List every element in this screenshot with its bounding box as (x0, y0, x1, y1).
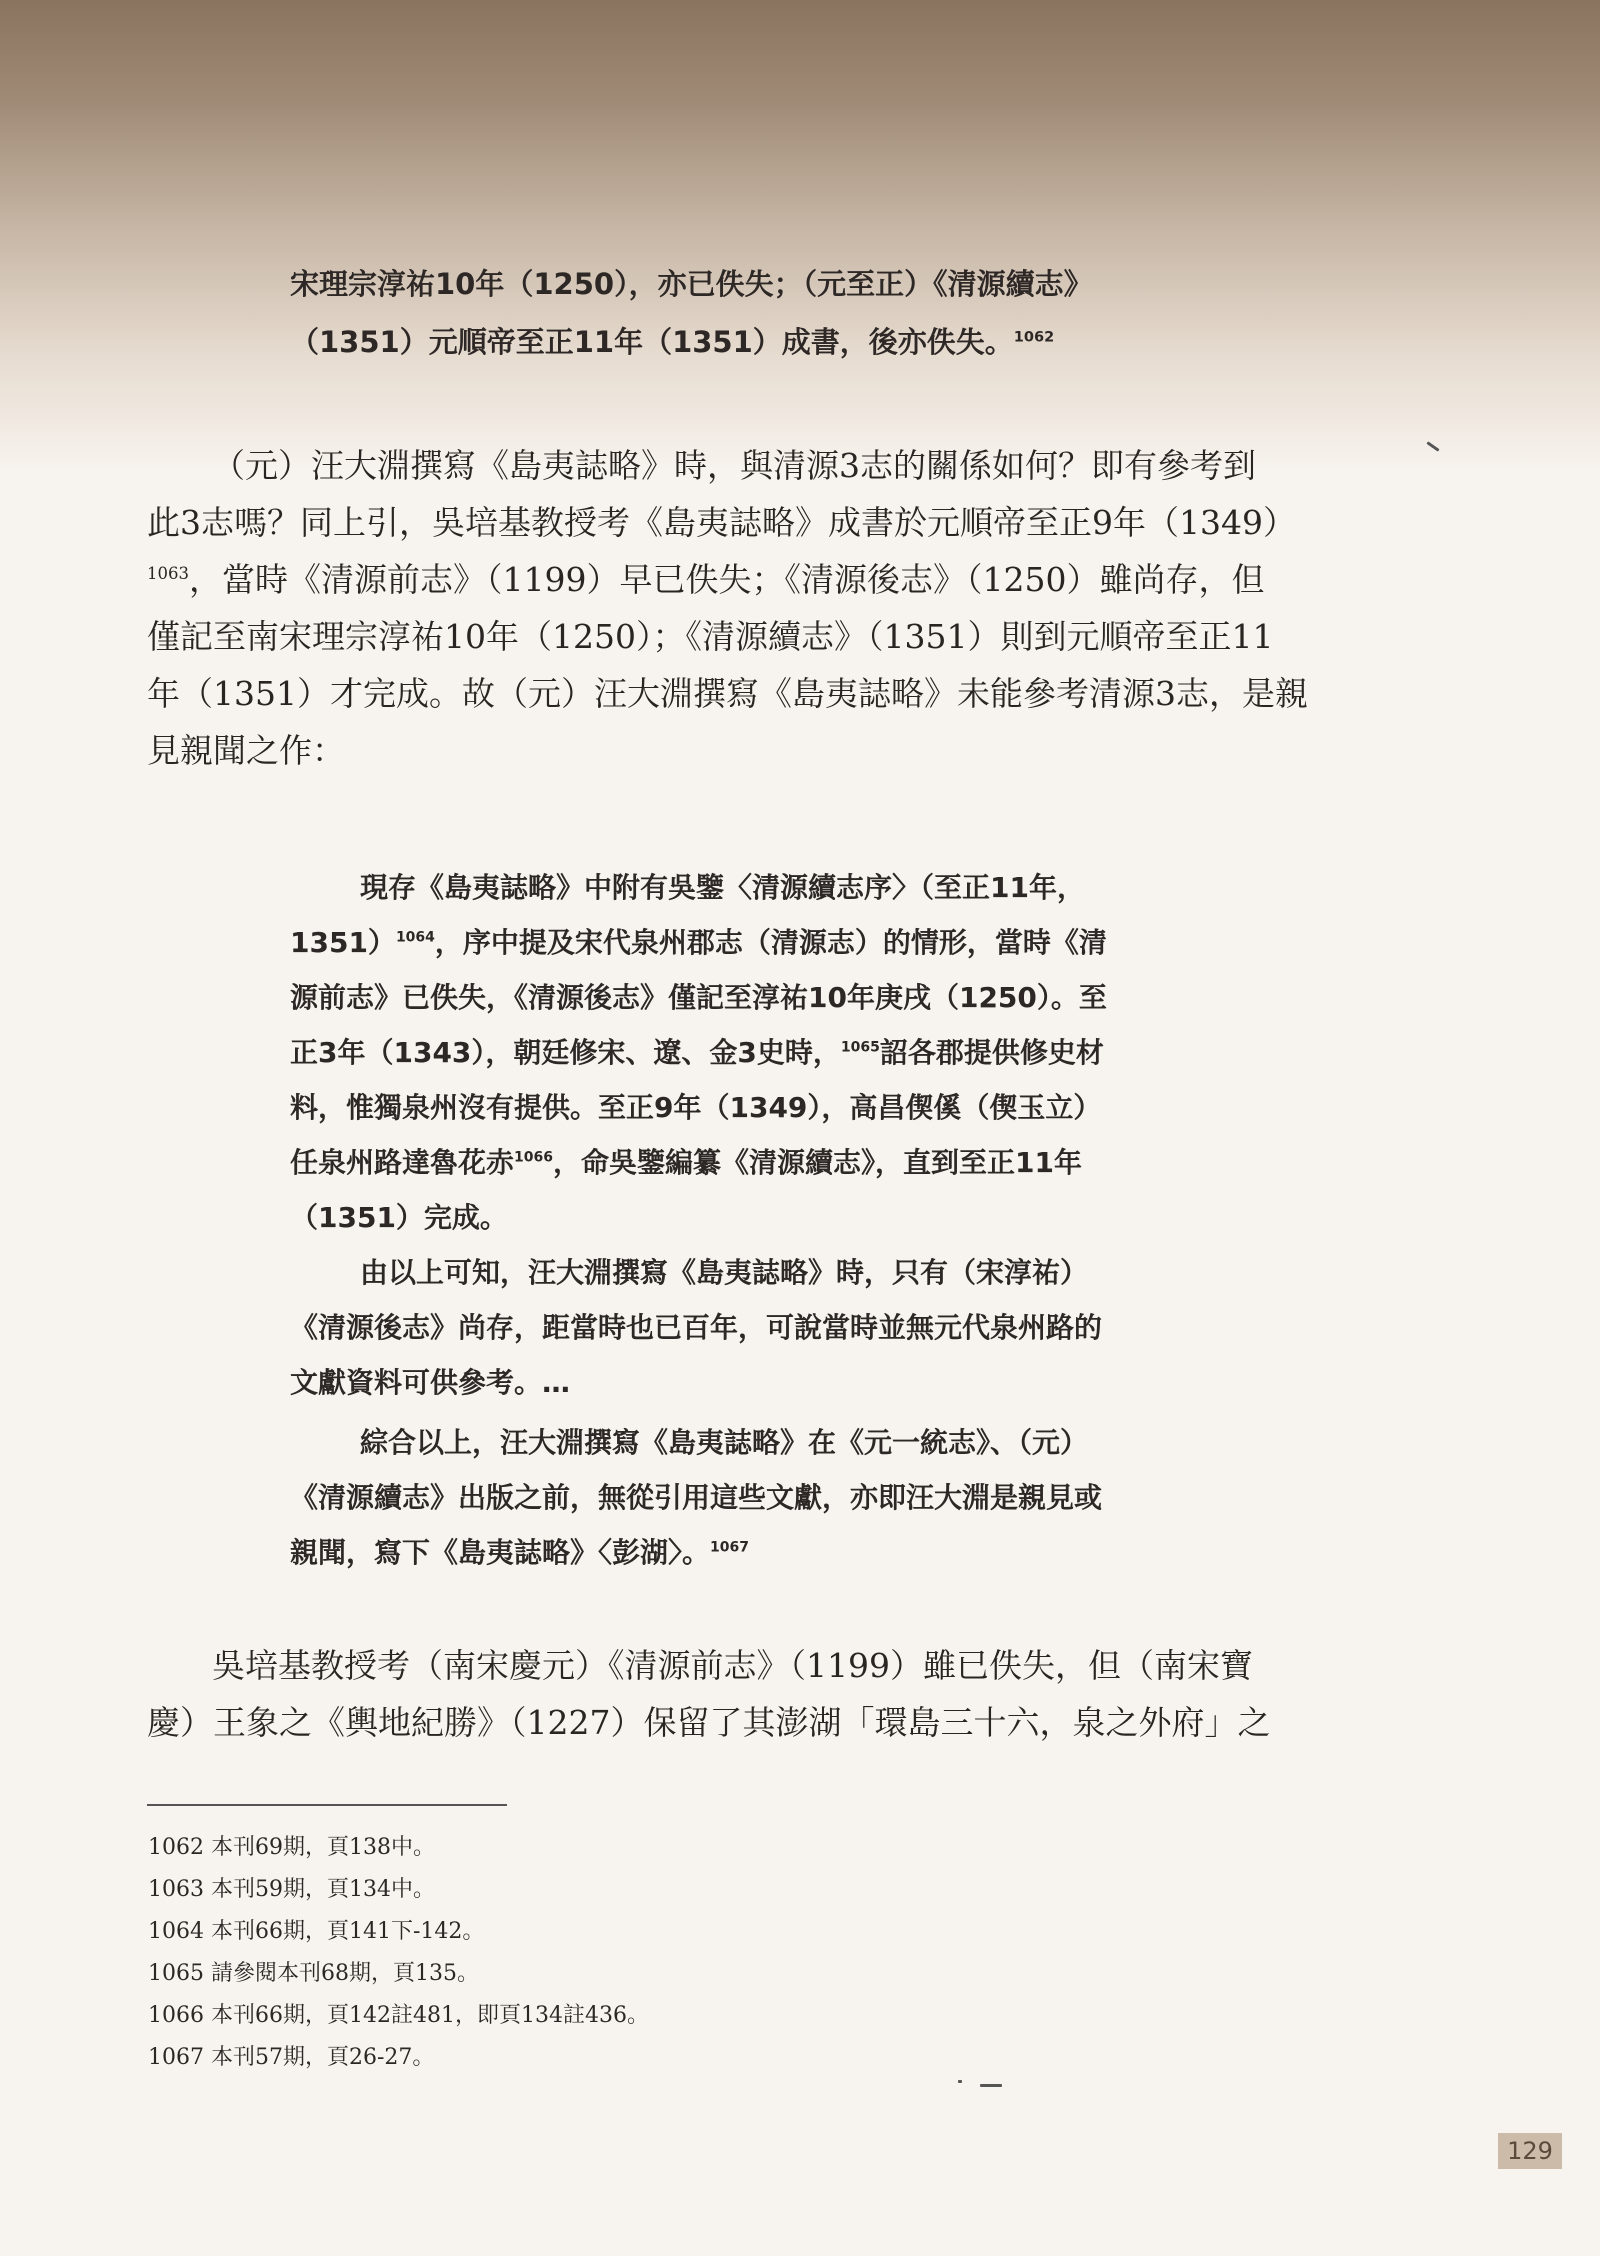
footnote-ref[interactable]: 1067 (710, 1539, 749, 1556)
footnote-1063: 1063 本刊59期，頁134中。 (148, 1877, 435, 1902)
block-quote-line: （1351）完成。 (290, 1201, 508, 1234)
footnote-ref[interactable]: 1063 (147, 564, 189, 583)
paragraph-1-line-1: （元）汪大淵撰寫《島夷誌略》時，與清源3志的關係如何？即有參考到 (212, 446, 1256, 485)
paragraph-1-line-3: $^{1063}$，當時《清源前志》（1199）早已佚失；《清源後志》（1250）雖尚存，但 (147, 560, 1265, 599)
scan-speck (958, 2080, 962, 2083)
page-number: 129 (1498, 2133, 1562, 2169)
block-quote-line: 《清源續志》出版之前，無從引用這些文獻，亦即汪大淵是親見或 (290, 1481, 1103, 1514)
footnote-ref[interactable]: 1065 (840, 1039, 880, 1056)
footnote-ref[interactable]: 1062 (1013, 329, 1055, 346)
footnote-1065: 1065 請參閱本刊68期，頁135。 (148, 1961, 479, 1986)
footnote-divider (147, 1804, 507, 1806)
block-quote-line: 任泉州路達魯花赤$^{1066}$，命吳鑒編纂《清源續志》，直到至正11年 (290, 1146, 1082, 1179)
block-quote-line: 料，惟獨泉州沒有提供。至正9年（1349），高昌偰傒（偰玉立） (290, 1091, 1102, 1124)
paragraph-1-line-2: 此3志嗎？同上引，吳培基教授考《島夷誌略》成書於元順帝至正9年（1349） (147, 503, 1296, 542)
footnote-1064: 1064 本刊66期，頁141下-142。 (148, 1919, 485, 1944)
block-quote-line: 正3年（1343），朝廷修宋、遼、金3史時，$^{1065}$詔各郡提供修史材 (290, 1036, 1104, 1069)
block-quote-line: 《清源後志》尚存，距當時也已百年，可說當時並無元代泉州路的 (290, 1311, 1103, 1344)
scan-speck (980, 2084, 1002, 2087)
top-quote-line-1: 宋理宗淳祐10年（1250），亦已佚失；（元至正）《清源續志》 (290, 267, 1093, 301)
paragraph-1-line-6: 見親聞之作： (147, 731, 345, 770)
footnote-ref[interactable]: 1064 (395, 929, 435, 946)
footnote-1062: 1062 本刊69期，頁138中。 (148, 1835, 435, 1860)
footnote-ref[interactable]: 1066 (514, 1149, 553, 1166)
block-quote-line: 綜合以上，汪大淵撰寫《島夷誌略》在《元一統志》、（元） (360, 1426, 1089, 1459)
paragraph-2-line-1: 吳培基教授考（南宋慶元）《清源前志》（1199）雖已佚失，但（南宋寶 (212, 1646, 1253, 1685)
paragraph-1-line-5: 年（1351）才完成。故（元）汪大淵撰寫《島夷誌略》未能參考清源3志，是親 (147, 674, 1308, 713)
header-gradient-band (0, 0, 1600, 470)
block-quote-line: 源前志》已佚失，《清源後志》僅記至淳祐10年庚戌（1250）。至 (290, 981, 1107, 1014)
top-quote-line-2: （1351）元順帝至正11年（1351）成書，後亦佚失。$^{1062}$ (290, 325, 1055, 359)
paragraph-2-line-2: 慶）王象之《輿地紀勝》（1227）保留了其澎湖「環島三十六，泉之外府」之 (147, 1703, 1271, 1742)
paragraph-1-line-4: 僅記至南宋理宗淳祐10年（1250）；《清源續志》（1351）則到元順帝至正11 (147, 617, 1274, 656)
footnote-1067: 1067 本刊57期，頁26-27。 (148, 2045, 435, 2070)
block-quote-line: 1351）$^{1064}$，序中提及宋代泉州郡志（清源志）的情形，當時《清 (290, 926, 1107, 959)
footnote-1066: 1066 本刊66期，頁142註481，即頁134註436。 (148, 2003, 649, 2028)
block-quote-line: 現存《島夷誌略》中附有吳鑒〈清源續志序〉（至正11年， (360, 871, 1085, 904)
block-quote-line: 文獻資料可供參考。… (290, 1366, 571, 1399)
block-quote-line: 親聞，寫下《島夷誌略》〈彭湖〉。$^{1067}$ (290, 1536, 749, 1569)
block-quote-line: 由以上可知，汪大淵撰寫《島夷誌略》時，只有（宋淳祐） (360, 1256, 1089, 1289)
